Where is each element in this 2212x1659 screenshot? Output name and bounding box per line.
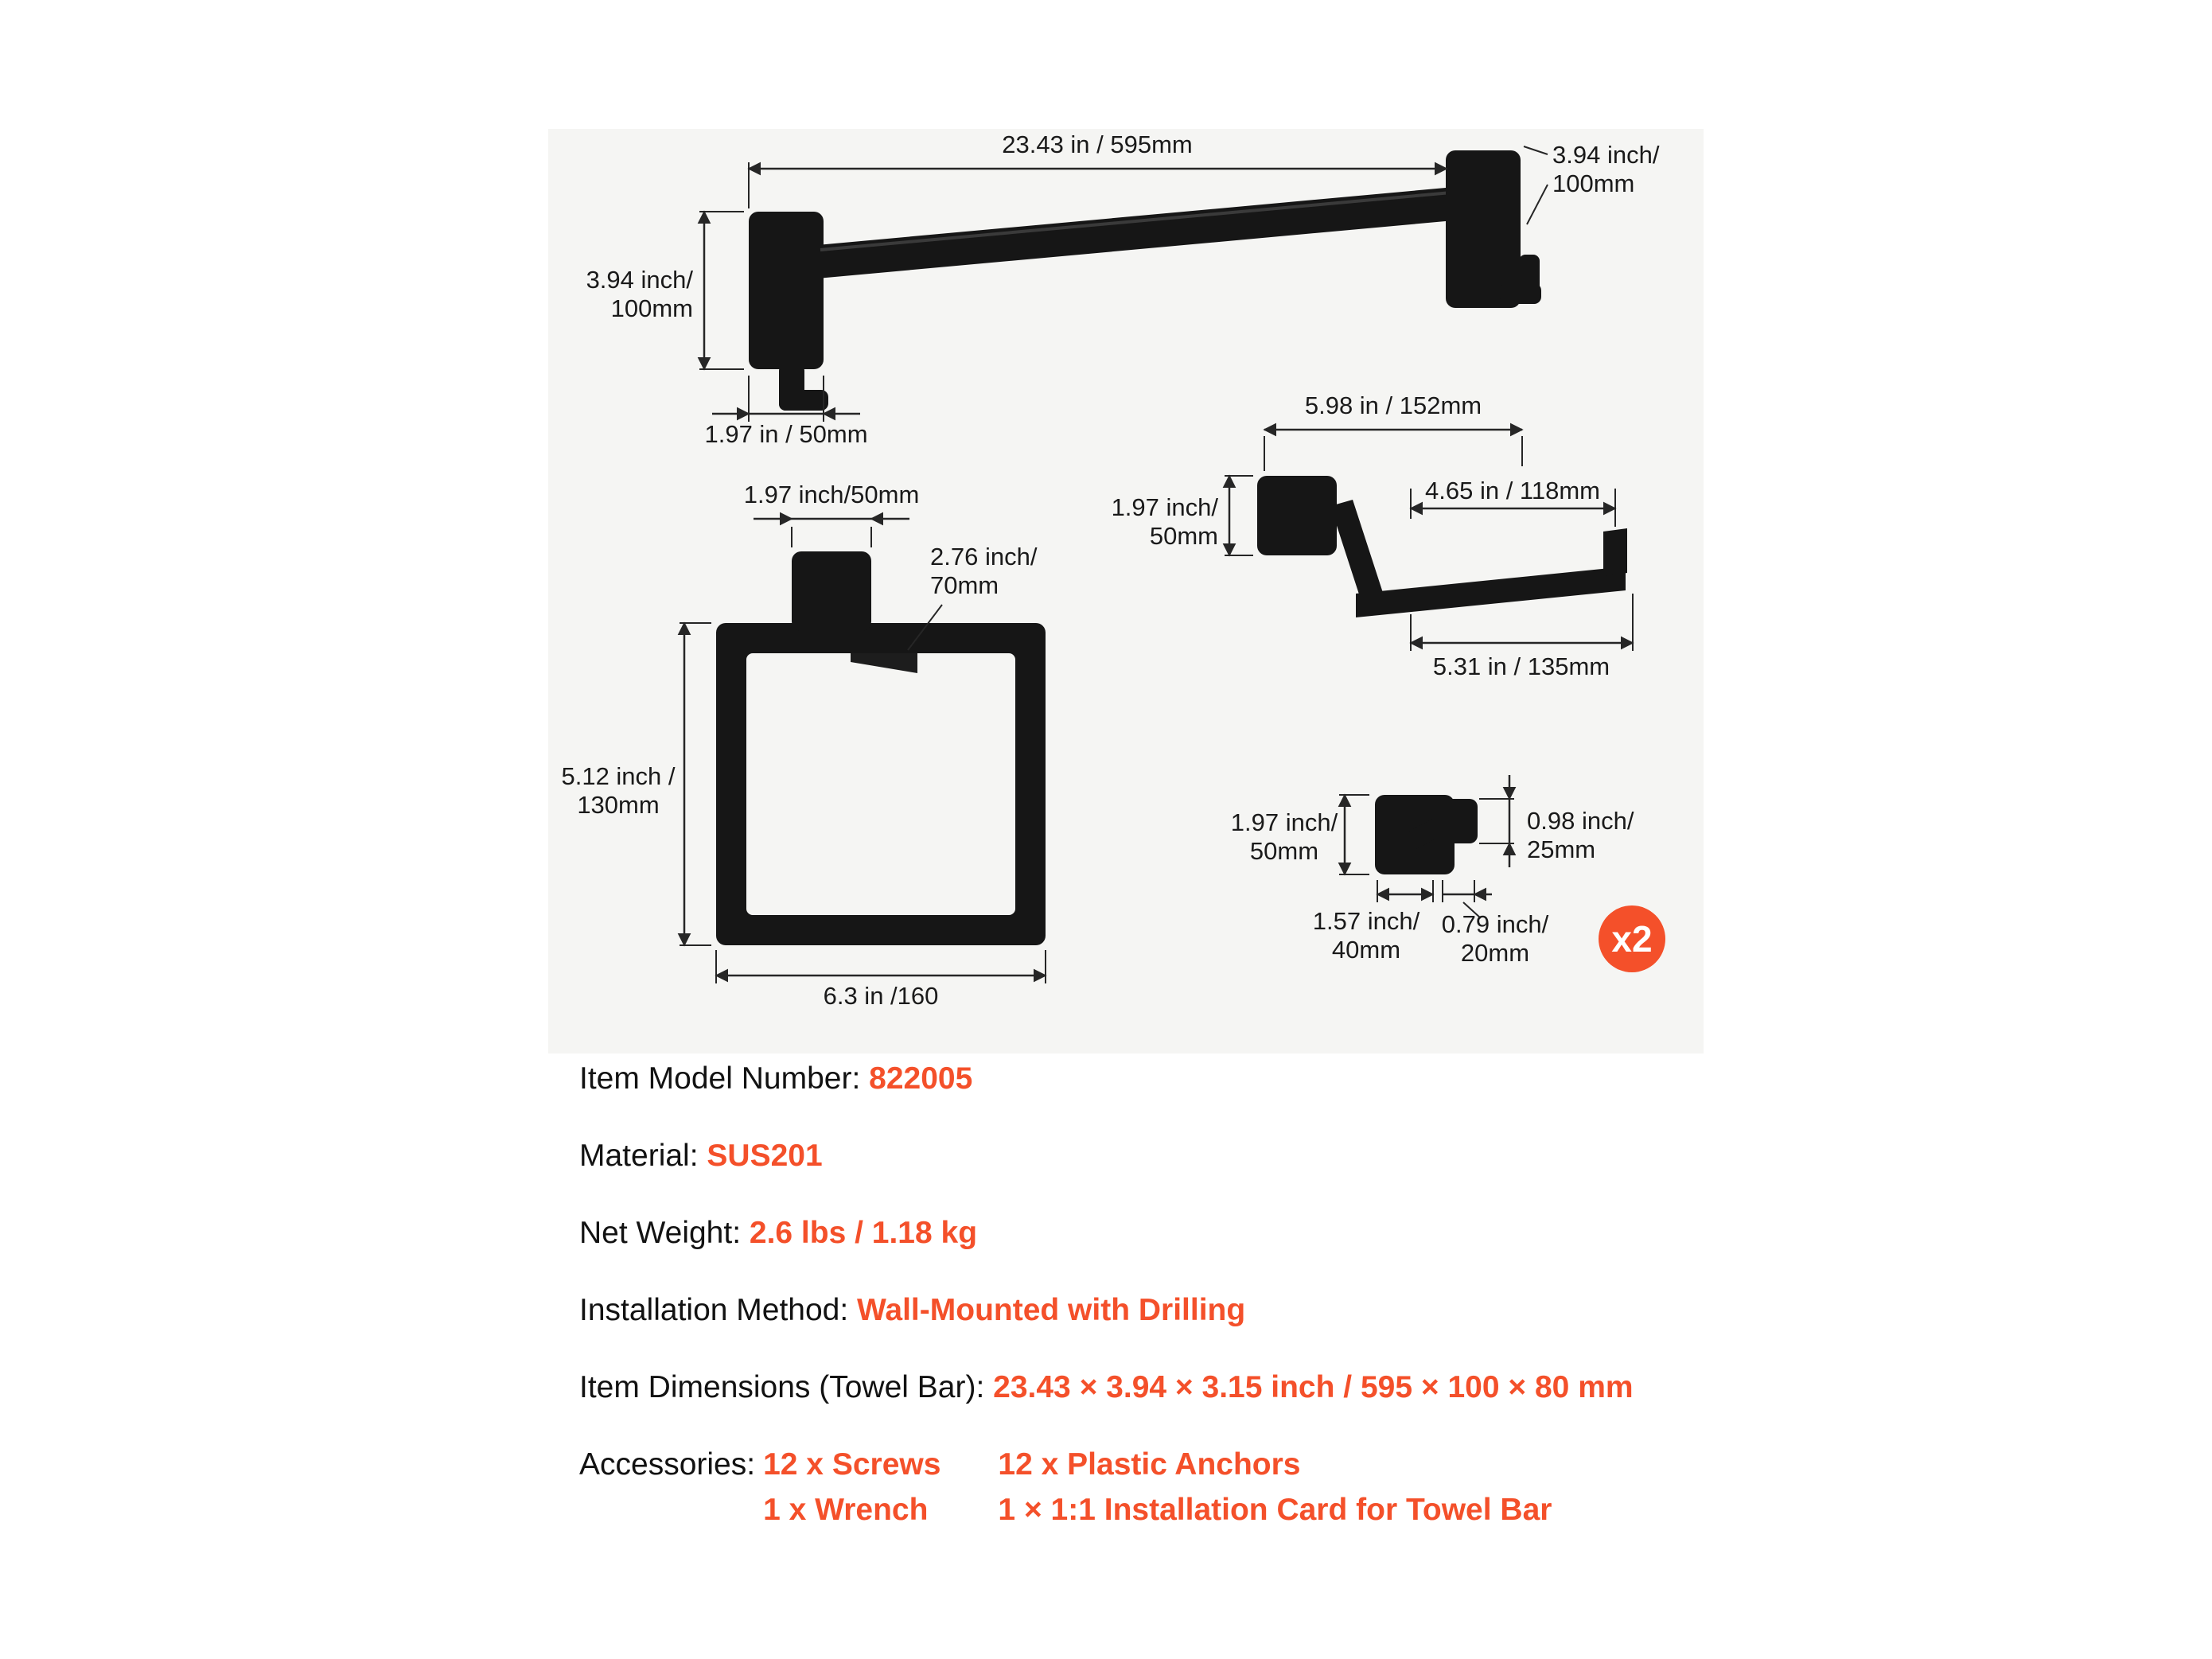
robe-hook-plate-label-line1: 1.97 inch/	[1230, 808, 1338, 836]
spec-value: SUS201	[707, 1138, 823, 1173]
spec-label: Installation Method:	[579, 1292, 858, 1327]
towel-ring-plate	[792, 551, 871, 631]
spec-label: Material:	[579, 1138, 707, 1173]
paper-holder-inner-length-label: 4.65 in / 118mm	[1425, 477, 1600, 504]
product-dimensions-panel	[548, 129, 1704, 1053]
towel-bar-right-post-foot	[1500, 283, 1541, 304]
spec-value: 822005	[869, 1061, 973, 1096]
towel-bar-left-plate-label-line2: 100mm	[610, 294, 693, 322]
robe-hook-head-label-line2: 25mm	[1527, 835, 1596, 863]
robe-hook-depth-label-line1: 0.79 inch/	[1441, 910, 1549, 938]
spec-row-model-number	[579, 1063, 1634, 1096]
robe-hook-head-label-line1: 0.98 inch/	[1527, 807, 1634, 835]
leader-line	[1527, 185, 1548, 224]
towel-bar-left-post-foot	[779, 390, 828, 411]
paper-holder-end-lip	[1603, 528, 1627, 576]
accessory-item: 1 × 1:1 Installation Card for Towel Bar	[998, 1492, 1552, 1527]
robe-hook-base-label-line1: 1.57 inch/	[1312, 907, 1420, 935]
paper-holder-rail	[1356, 567, 1626, 617]
paper-holder-plate-label-line2: 50mm	[1149, 522, 1218, 550]
towel-bar-length-label: 23.43 in / 595mm	[1002, 130, 1193, 158]
towel-ring-figure	[561, 481, 1046, 1010]
towel-bar-plate-width-label: 1.97 in / 50mm	[704, 420, 868, 448]
towel-bar-left-plate	[749, 212, 824, 369]
spec-label: Item Model Number:	[579, 1061, 870, 1096]
spec-label: Accessories:	[579, 1447, 756, 1482]
leader-line	[1524, 146, 1548, 154]
spec-row-net-weight	[579, 1217, 1634, 1250]
robe-hook-figure	[1231, 775, 1665, 972]
paper-holder-rail-length-label: 5.31 in / 135mm	[1432, 652, 1610, 680]
spec-value: 23.43 × 3.94 × 3.15 inch / 595 × 100 × 80 mm	[993, 1369, 1634, 1404]
robe-hook-depth-label-line2: 20mm	[1460, 939, 1530, 967]
accessories-grid	[763, 1449, 1552, 1527]
towel-ring-depth-label-line2: 70mm	[930, 571, 999, 599]
towel-ring-plate-width-label: 1.97 inch/50mm	[743, 481, 920, 508]
robe-hook-plate-label-line2: 50mm	[1249, 837, 1319, 865]
accessory-item: 12 x Plastic Anchors	[998, 1447, 1301, 1482]
spec-list	[579, 1063, 1634, 1527]
robe-hook-base-label-line2: 40mm	[1331, 936, 1401, 964]
towel-ring-depth-label-line1: 2.76 inch/	[930, 543, 1038, 571]
spec-value: 2.6 lbs / 1.18 kg	[749, 1215, 978, 1250]
spec-row-item-dimensions	[579, 1369, 1634, 1404]
accessory-item: 12 x Screws	[763, 1447, 941, 1482]
towel-ring	[716, 623, 1046, 945]
towel-ring-height-label-line2: 130mm	[577, 791, 660, 819]
towel-bar-left-plate-label-line1: 3.94 inch/	[586, 266, 693, 294]
dimension-diagram	[548, 129, 1704, 1053]
towel-ring-height-label-line1: 5.12 inch /	[561, 762, 676, 790]
towel-bar-right-plate-label-line2: 100mm	[1552, 169, 1635, 197]
spec-row-accessories	[579, 1449, 1634, 1527]
robe-hook-head	[1433, 799, 1478, 843]
paper-holder-total-length-label: 5.98 in / 152mm	[1304, 391, 1482, 419]
accessory-item: 1 x Wrench	[763, 1492, 929, 1527]
quantity-badge-label: x2	[1611, 918, 1653, 960]
paper-holder-figure	[1112, 391, 1633, 680]
towel-ring-width-label: 6.3 in /160	[823, 982, 939, 1010]
spec-label: Net Weight:	[579, 1215, 750, 1250]
paper-holder-plate	[1257, 476, 1337, 555]
spec-value: Wall-Mounted with Drilling	[857, 1292, 1246, 1327]
spec-row-installation-method	[579, 1292, 1634, 1327]
towel-bar-right-plate-label-line1: 3.94 inch/	[1552, 141, 1660, 169]
spec-row-material	[579, 1140, 1634, 1173]
towel-bar-figure	[586, 130, 1660, 448]
paper-holder-plate-label-line1: 1.97 inch/	[1111, 493, 1218, 521]
spec-label: Item Dimensions (Towel Bar):	[579, 1369, 994, 1404]
paper-holder-arm	[1330, 500, 1384, 602]
